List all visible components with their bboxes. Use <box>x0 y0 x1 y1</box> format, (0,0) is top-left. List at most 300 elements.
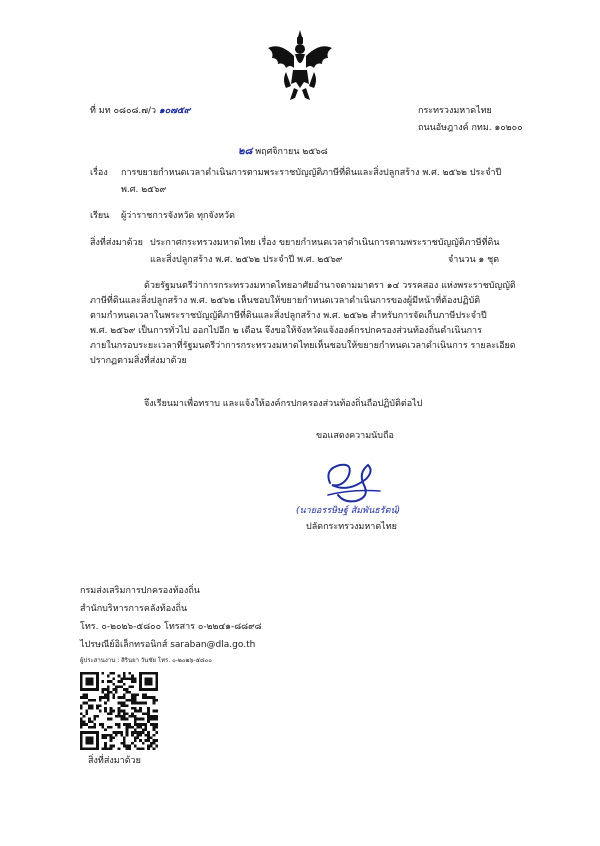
qr-module <box>131 734 134 737</box>
qr-module <box>139 710 142 713</box>
qr-module <box>112 745 115 748</box>
body-paragraph <box>90 279 516 369</box>
qr-module <box>120 704 123 707</box>
qr-module <box>128 747 131 750</box>
qr-module <box>88 742 91 745</box>
qr-module <box>142 718 145 721</box>
qr-module <box>147 731 150 734</box>
qr-module <box>142 747 145 750</box>
footer-department: กรมส่งเสริมการปกครองท้องถิ่น <box>80 586 200 596</box>
qr-module <box>110 710 113 713</box>
qr-module <box>147 718 150 721</box>
qr-module <box>83 702 86 705</box>
qr-module <box>107 726 110 729</box>
body-line: ด้วยรัฐมนตรีว่าการกระทรวงมหาดไทยอาศัยอำนาจตามมาตรา ๑๔ วรรคสอง แห่งพระราชบัญญัติ <box>144 281 516 291</box>
qr-module <box>134 737 137 740</box>
qr-module <box>153 747 156 750</box>
qr-module <box>139 672 142 675</box>
qr-module <box>123 675 126 678</box>
qr-module <box>107 688 110 691</box>
qr-module <box>155 715 158 718</box>
qr-module <box>120 731 123 734</box>
qr-module <box>80 696 83 699</box>
qr-module <box>139 734 142 737</box>
qr-module <box>134 707 137 710</box>
qr-module <box>134 731 137 734</box>
qr-module <box>120 710 123 713</box>
qr-module <box>88 739 91 742</box>
qr-module <box>123 723 126 726</box>
qr-module <box>147 745 150 748</box>
qr-module <box>88 704 91 707</box>
qr-module <box>131 694 134 697</box>
salutation: ขอแสดงความนับถือ <box>316 431 394 441</box>
qr-module <box>83 731 86 734</box>
qr-module <box>104 696 107 699</box>
qr-module <box>85 737 88 740</box>
qr-module <box>80 747 83 750</box>
qr-module <box>91 737 94 740</box>
signer-name: (นายอรรษิษฐ์ สัมพันธรัตน์) <box>296 506 401 516</box>
qr-module <box>153 726 156 729</box>
qr-module <box>80 720 83 723</box>
qr-module <box>120 702 123 705</box>
qr-module <box>142 712 145 715</box>
to-label: เรียน <box>90 211 110 221</box>
qr-module <box>118 726 121 729</box>
qr-module <box>139 677 142 680</box>
qr-module <box>134 694 137 697</box>
qr-module <box>88 672 91 675</box>
enclosure-count: จำนวน ๑ ชุด <box>448 255 500 265</box>
qr-module <box>80 745 83 748</box>
qr-module <box>110 737 113 740</box>
qr-module <box>155 718 158 721</box>
qr-module <box>91 731 94 734</box>
qr-module <box>131 685 134 688</box>
qr-module <box>85 694 88 697</box>
qr-module <box>120 685 123 688</box>
qr-module <box>80 677 83 680</box>
qr-module <box>112 683 115 686</box>
signer-title: ปลัดกระทรวงมหาดไทย <box>306 522 397 532</box>
qr-module <box>134 677 137 680</box>
qr-module <box>145 728 148 731</box>
reference-number <box>90 105 190 118</box>
qr-module <box>139 675 142 678</box>
qr-module <box>139 723 142 726</box>
qr-module <box>115 723 118 726</box>
qr-module <box>91 704 94 707</box>
qr-module <box>83 747 86 750</box>
qr-module <box>126 712 129 715</box>
qr-module <box>123 696 126 699</box>
qr-module <box>126 731 129 734</box>
qr-module <box>118 712 121 715</box>
qr-module <box>139 683 142 686</box>
qr-module <box>85 672 88 675</box>
qr-module <box>131 702 134 705</box>
qr-module <box>153 723 156 726</box>
body-line: ภายในกรอบระยะเวลาที่รัฐมนตรีว่าการกระทรวงมหาดไทยเห็นชอบให้ขยายกำหนดเวลาดำเนินการ รายละเอียด <box>90 341 516 351</box>
qr-module <box>118 675 121 678</box>
qr-module <box>118 731 121 734</box>
qr-module <box>128 726 131 729</box>
qr-module <box>126 728 129 731</box>
qr-module <box>126 726 129 729</box>
qr-module <box>107 675 110 678</box>
qr-module <box>102 737 105 740</box>
qr-module <box>134 745 137 748</box>
footer-office: สำนักบริหารการคลังท้องถิ่น <box>80 604 188 614</box>
qr-module <box>85 742 88 745</box>
qr-module <box>128 715 131 718</box>
qr-module <box>147 747 150 750</box>
qr-module <box>142 731 145 734</box>
qr-module <box>96 677 99 680</box>
qr-module <box>123 742 126 745</box>
qr-module <box>96 742 99 745</box>
qr-module <box>134 718 137 721</box>
qr-module <box>104 737 107 740</box>
qr-module <box>123 672 126 675</box>
qr-module <box>134 680 137 683</box>
qr-module <box>155 739 158 742</box>
qr-module <box>107 696 110 699</box>
qr-module <box>153 728 156 731</box>
qr-module <box>123 715 126 718</box>
body-line: ตามกำหนดเวลาในพระราชบัญญัติภาษีที่ดินและสิ่งปลูกสร้าง พ.ศ. ๒๕๖๒ สำหรับการจัดเก็บภาษีประจำปี <box>90 311 487 321</box>
qr-module <box>139 726 142 729</box>
qr-module <box>102 691 105 694</box>
qr-module <box>136 718 139 721</box>
closing-request: จึงเรียนมาเพื่อทราบ และแจ้งให้องค์กรปกครองส่วนท้องถิ่นถือปฏิบัติต่อไป <box>144 399 423 409</box>
qr-module <box>107 685 110 688</box>
qr-module <box>131 726 134 729</box>
qr-module <box>147 707 150 710</box>
qr-module <box>147 712 150 715</box>
qr-module <box>91 726 94 729</box>
qr-module <box>99 704 102 707</box>
qr-module <box>136 726 139 729</box>
qr-module <box>88 677 91 680</box>
qr-module <box>115 734 118 737</box>
qr-module <box>104 728 107 731</box>
qr-module <box>150 723 153 726</box>
qr-module <box>155 672 158 675</box>
qr-module <box>96 683 99 686</box>
qr-module <box>134 739 137 742</box>
qr-module <box>123 718 126 721</box>
qr-module <box>142 723 145 726</box>
enclosure-line-1: ประกาศกระทรวงมหาดไทย เรื่อง ขยายกำหนดเวลาดำเนินการตามพระราชบัญญัติภาษีที่ดิน <box>150 238 500 248</box>
qr-module <box>155 723 158 726</box>
qr-module <box>96 745 99 748</box>
qr-module <box>120 677 123 680</box>
qr-module <box>145 723 148 726</box>
qr-module <box>147 672 150 675</box>
qr-module <box>88 747 91 750</box>
qr-module <box>88 680 91 683</box>
body-line: ภาษีที่ดินและสิ่งปลูกสร้าง พ.ศ. ๒๕๖๒ เห็นชอบให้ขยายกำหนดเวลาดำเนินการของผู้มีหน้าที่ต้องปฏิบัติ <box>90 296 481 306</box>
qr-code-graphic <box>80 672 158 750</box>
qr-module <box>93 723 96 726</box>
footer-coordinator: ผู้ประสานงาน : สิรินยา วันชัย โทร. ๐-๒๐๒๖-๕๘๐๐ <box>80 657 212 664</box>
qr-module <box>126 747 129 750</box>
qr-module <box>134 696 137 699</box>
qr-module <box>104 688 107 691</box>
qr-module <box>118 723 121 726</box>
date-day-handwritten: ๒๘ <box>238 146 253 157</box>
qr-module <box>110 691 113 694</box>
qr-module <box>145 712 148 715</box>
qr-module <box>83 720 86 723</box>
qr-module <box>104 702 107 705</box>
qr-module <box>104 747 107 750</box>
qr-caption: สิ่งที่ส่งมาด้วย <box>88 756 141 766</box>
qr-module <box>102 726 105 729</box>
qr-module <box>91 747 94 750</box>
qr-module <box>91 677 94 680</box>
qr-module <box>110 718 113 721</box>
date-month-year: พฤศจิกายน ๒๕๖๘ <box>255 147 328 157</box>
qr-module <box>147 737 150 740</box>
qr-module <box>83 696 86 699</box>
letter-date <box>238 145 328 159</box>
qr-module <box>104 745 107 748</box>
qr-module <box>142 696 145 699</box>
qr-module <box>88 683 91 686</box>
qr-module <box>88 699 91 702</box>
qr-module <box>150 677 153 680</box>
qr-module <box>107 747 110 750</box>
qr-module <box>134 702 137 705</box>
qr-module <box>91 680 94 683</box>
qr-module <box>153 672 156 675</box>
qr-module <box>107 734 110 737</box>
qr-module <box>85 696 88 699</box>
qr-module <box>91 683 94 686</box>
reference-prefix: ที่ มท ๐๘๐๘.๗/ว <box>90 106 157 116</box>
qr-module <box>155 726 158 729</box>
body-line: ปรากฏตามสิ่งที่ส่งมาด้วย <box>90 356 187 366</box>
qr-module <box>145 702 148 705</box>
qr-module <box>107 694 110 697</box>
qr-module <box>128 691 131 694</box>
qr-module <box>96 688 99 691</box>
qr-module <box>88 688 91 691</box>
qr-module <box>123 739 126 742</box>
qr-module <box>128 723 131 726</box>
qr-module <box>155 699 158 702</box>
qr-module <box>153 699 156 702</box>
qr-module <box>96 739 99 742</box>
qr-module <box>85 677 88 680</box>
qr-module <box>107 680 110 683</box>
qr-module <box>126 745 129 748</box>
qr-module <box>85 731 88 734</box>
qr-module <box>147 696 150 699</box>
qr-module <box>110 734 113 737</box>
qr-module <box>96 704 99 707</box>
qr-module <box>155 710 158 713</box>
qr-module <box>153 710 156 713</box>
qr-module <box>145 680 148 683</box>
qr-module <box>128 745 131 748</box>
qr-module <box>118 747 121 750</box>
qr-module <box>153 739 156 742</box>
qr-module <box>155 688 158 691</box>
qr-module <box>104 734 107 737</box>
qr-module <box>102 672 105 675</box>
enclosure-line-2: และสิ่งปลูกสร้าง พ.ศ. ๒๕๖๒ ประจำปี พ.ศ. ๒๕๖๙ <box>150 255 343 265</box>
qr-module <box>126 699 129 702</box>
qr-module <box>142 728 145 731</box>
qr-module <box>80 742 83 745</box>
qr-module <box>142 742 145 745</box>
qr-module <box>80 680 83 683</box>
qr-module <box>120 742 123 745</box>
qr-module <box>112 696 115 699</box>
qr-module <box>110 680 113 683</box>
qr-module <box>112 688 115 691</box>
qr-module <box>145 739 148 742</box>
qr-module <box>91 699 94 702</box>
qr-module <box>123 712 126 715</box>
qr-module <box>126 691 129 694</box>
qr-module <box>131 680 134 683</box>
qr-module <box>136 747 139 750</box>
qr-module <box>80 672 83 675</box>
qr-module <box>150 718 153 721</box>
qr-module <box>93 726 96 729</box>
qr-module <box>150 742 153 745</box>
qr-module <box>93 672 96 675</box>
qr-module <box>123 745 126 748</box>
qr-module <box>142 694 145 697</box>
qr-module <box>153 742 156 745</box>
qr-module <box>83 688 86 691</box>
qr-module <box>107 718 110 721</box>
to-value: ผู้ว่าราชการจังหวัด ทุกจังหวัด <box>121 211 235 221</box>
qr-module <box>85 702 88 705</box>
qr-module <box>115 685 118 688</box>
qr-module <box>147 688 150 691</box>
qr-module <box>147 715 150 718</box>
qr-module <box>91 688 94 691</box>
qr-module <box>134 720 137 723</box>
qr-module <box>96 675 99 678</box>
qr-module <box>118 696 121 699</box>
qr-module <box>139 680 142 683</box>
qr-module <box>85 680 88 683</box>
qr-module <box>145 672 148 675</box>
qr-module <box>134 699 137 702</box>
qr-module <box>85 739 88 742</box>
qr-module <box>136 710 139 713</box>
qr-module <box>110 712 113 715</box>
qr-module <box>91 739 94 742</box>
qr-module <box>93 731 96 734</box>
qr-module <box>120 696 123 699</box>
qr-module <box>126 723 129 726</box>
qr-module <box>120 734 123 737</box>
qr-module <box>134 710 137 713</box>
qr-module <box>83 672 86 675</box>
qr-module <box>155 745 158 748</box>
qr-module <box>93 699 96 702</box>
qr-module <box>126 718 129 721</box>
qr-module <box>110 707 113 710</box>
qr-module <box>131 675 134 678</box>
qr-code[interactable] <box>80 672 158 750</box>
qr-module <box>88 707 91 710</box>
qr-module <box>83 715 86 718</box>
subject-label: เรื่อง <box>90 168 108 178</box>
qr-module <box>155 683 158 686</box>
qr-module <box>96 747 99 750</box>
qr-module <box>110 726 113 729</box>
qr-module <box>96 672 99 675</box>
qr-module <box>102 723 105 726</box>
qr-module <box>104 707 107 710</box>
qr-module <box>139 718 142 721</box>
qr-module <box>136 734 139 737</box>
qr-module <box>131 707 134 710</box>
qr-module <box>83 723 86 726</box>
qr-module <box>118 702 121 705</box>
qr-module <box>145 677 148 680</box>
qr-module <box>131 699 134 702</box>
qr-module <box>155 685 158 688</box>
qr-module <box>150 737 153 740</box>
qr-module <box>139 685 142 688</box>
footer-phone: โทร. ๐-๒๐๒๖-๕๘๐๐ โทรสาร ๐-๒๒๔๑-๘๘๙๘ <box>80 622 262 632</box>
qr-module <box>123 688 126 691</box>
reference-handwritten-number: ๑๐๗๕๙ <box>158 106 191 116</box>
qr-module <box>88 718 91 721</box>
qr-module <box>150 688 153 691</box>
qr-module <box>91 720 94 723</box>
subject-line-2: พ.ศ. ๒๕๖๙ <box>121 185 167 195</box>
qr-module <box>102 688 105 691</box>
qr-module <box>136 694 139 697</box>
qr-module <box>150 672 153 675</box>
sender-address: ถนนอัษฎางค์ กทม. ๑๐๒๐๐ <box>418 123 523 133</box>
qr-module <box>112 737 115 740</box>
qr-module <box>123 737 126 740</box>
qr-module <box>80 707 83 710</box>
qr-module <box>115 688 118 691</box>
body-line: พ.ศ. ๒๕๖๙ เป็นการทั่วไป ออกไปอีก ๒ เดือน จึงขอให้จังหวัดแจ้งองค์กรปกครองส่วนท้องถิ่นดำเนินการ <box>90 326 482 336</box>
qr-module <box>139 739 142 742</box>
qr-module <box>102 680 105 683</box>
qr-module <box>147 720 150 723</box>
qr-module <box>120 715 123 718</box>
qr-module <box>96 680 99 683</box>
qr-module <box>115 691 118 694</box>
qr-module <box>112 731 115 734</box>
qr-module <box>123 694 126 697</box>
handwritten-signature <box>318 455 388 505</box>
qr-module <box>153 715 156 718</box>
qr-module <box>80 704 83 707</box>
qr-module <box>93 688 96 691</box>
qr-module <box>131 731 134 734</box>
qr-module <box>80 685 83 688</box>
qr-module <box>110 672 113 675</box>
qr-module <box>147 734 150 737</box>
